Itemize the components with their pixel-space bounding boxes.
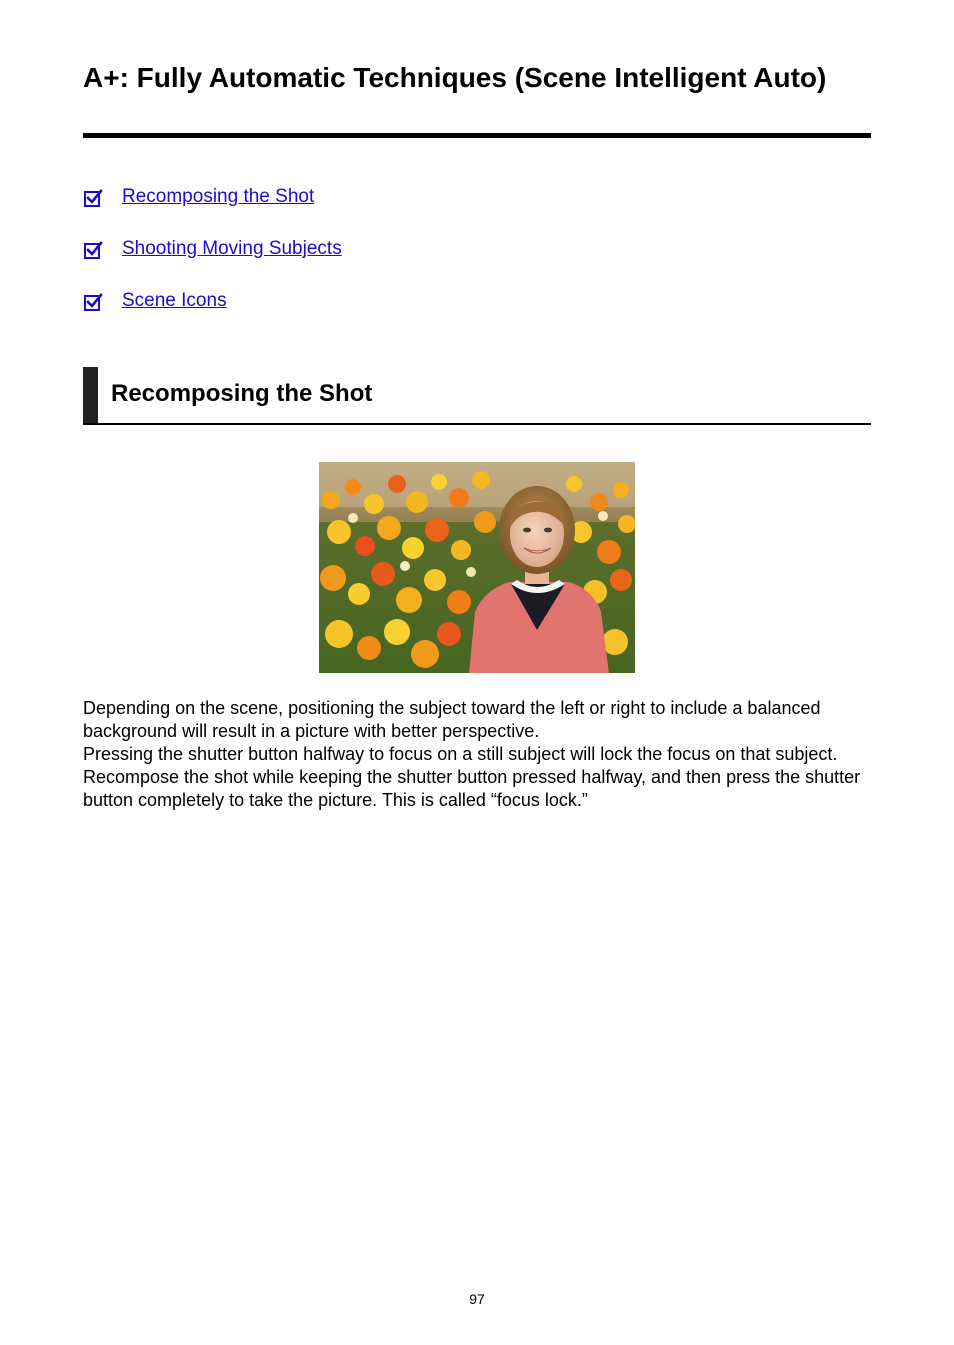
toc-link-scene-icons[interactable]: Scene Icons — [122, 290, 227, 311]
toc-item — [83, 236, 683, 288]
section-header — [83, 367, 871, 425]
toc-item — [83, 184, 683, 236]
paragraph: Depending on the scene, positioning the subject toward the left or right to include a balanced background will result in a picture with better perspective. — [83, 698, 821, 741]
page-number: 97 — [469, 1291, 485, 1307]
portrait-flowers-photo — [319, 462, 635, 673]
toc-link-recomposing-the-shot[interactable]: Recomposing the Shot — [122, 186, 315, 207]
checkbox-check-icon — [83, 240, 103, 260]
paragraph: Pressing the shutter button halfway to focus on a still subject will lock the focus on that subject. Recompose the shot while keeping the shutter button pressed halfway, and then press the shutter button completely to take the picture. This is called “focus lock.” — [83, 744, 861, 810]
toc-item — [83, 288, 683, 340]
checkbox-check-icon — [83, 188, 103, 208]
checkbox-check-icon — [83, 292, 103, 312]
toc-link-shooting-moving-subjects[interactable]: Shooting Moving Subjects — [122, 238, 342, 259]
table-of-contents — [83, 184, 683, 340]
section-title: Recomposing the Shot — [111, 380, 373, 407]
title-rule — [83, 133, 871, 138]
page-title: A+: Fully Automatic Techniques (Scene Intelligent Auto) — [83, 62, 827, 93]
body-text — [83, 697, 873, 812]
section-accent-bar — [83, 367, 98, 423]
